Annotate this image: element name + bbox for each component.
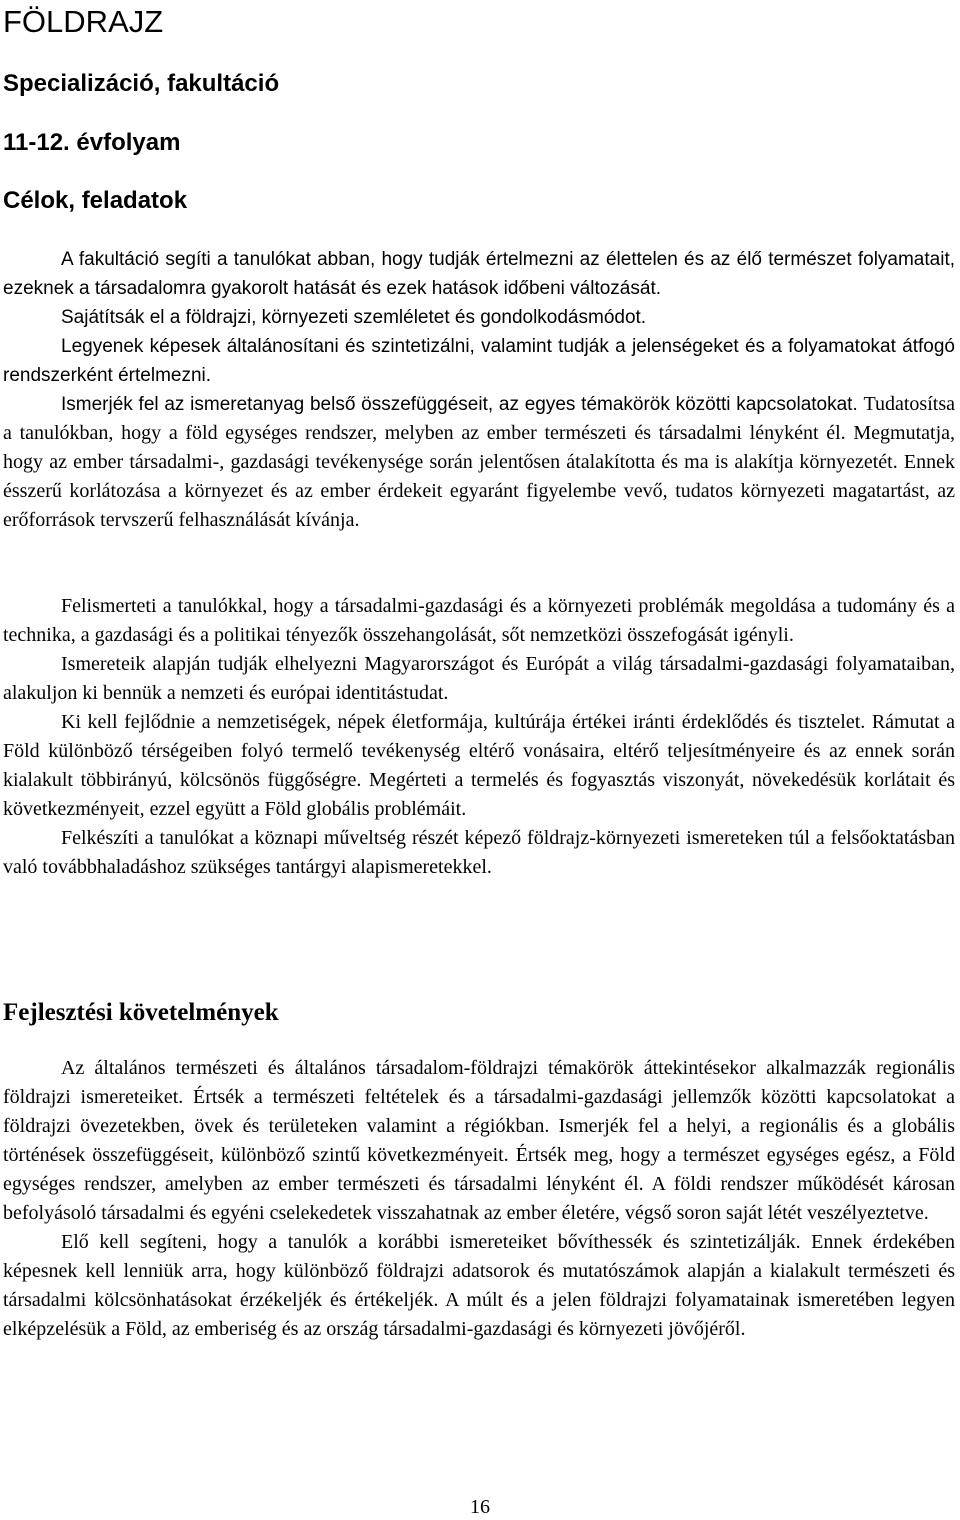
section-heading-requirements: Fejlesztési követelmények <box>3 999 279 1026</box>
paragraph: A fakultáció segíti a tanulókat abban, hogy tudják értelmezni az élettelen és az élő természet folyamatait, ezeknek a társadalomra gyakorolt hatását és ezek hatások időbeni változását. <box>3 249 955 299</box>
paragraph: Elő kell segíteni, hogy a tanulók a korábbi ismereteiket bővíthessék és szintetizálják. Ennek érdekében képesnek kell lenniük arra, hogy különböző földrajzi adatsorok és mutatószámok alapján a kialakult természeti és társadalmi kölcsönhatásokat érzékeljék és értékeljék. A múlt és a jelen földrajzi folyamatainak ismeretében legyen elképzelésük a Föld, az emberiség és az ország társadalmi-gazdasági és környezeti jövőjéről. <box>3 1231 955 1340</box>
paragraph-sans-part: Ismerjék fel az ismeretanyag belső összefüggéseit, az egyes témakörök közötti kapcsolatokat. <box>61 394 858 415</box>
paragraph: Felismerteti a tanulókkal, hogy a társadalmi-gazdasági és a környezeti problémák megoldása a tudomány és a technika, a gazdasági és a politikai tényezők összehangolását, sőt nemzetközi összefogását igényli. <box>3 595 955 646</box>
goals-serif-block <box>3 592 955 882</box>
paragraph: Felkészíti a tanulókat a köznapi műveltség részét képező földrajz-környezeti ismereteken túl a felsőoktatásban való továbbhaladáshoz szükséges tantárgyi alapismeretekkel. <box>3 827 955 878</box>
section-heading-goals: Célok, feladatok <box>3 187 188 214</box>
paragraph: Ki kell fejlődnie a nemzetiségek, népek életformája, kultúrája értékei iránti érdeklődés és tisztelet. Rámutat a Föld különböző térségeiben folyó termelő tevékenység eltérő vonásaira, eltérő teljesítményeire és az ennek során kialakult többirányú, kölcsönös függőségre. Megérteti a termelés és fogyasztás viszonyát, növekedésük korlátait és következményeit, ezzel együtt a Föld globális problémáit. <box>3 711 955 820</box>
paragraph: Sajátítsák el a földrajzi, környezeti szemléletet és gondolkodásmódot. <box>61 307 647 328</box>
paragraph <box>3 390 955 535</box>
paragraph-serif-part: Tudatosítsa a tanulókban, hogy a föld egységes rendszer, melyben az ember természeti és társadalmi lényként él. Megmutatja, hogy az ember társadalmi-, gazdasági tevékenysége során jelentősen átalakította és ma is alakítja környezetét. Ennek ésszerű korlátozása a környezet és az ember érdekeit egyaránt figyelembe vevő, tudatos környezeti magatartást, az erőforrások tervszerű felhasználását kívánja. <box>3 393 955 531</box>
document-subtitle: Specializáció, fakultáció <box>3 70 280 97</box>
requirements-block <box>3 1054 955 1344</box>
grade-heading: 11-12. évfolyam <box>3 129 181 156</box>
page-number: 16 <box>470 1496 490 1518</box>
goals-sans-block <box>3 245 955 535</box>
paragraph: Legyenek képesek általánosítani és szintetizálni, valamint tudják a jelenségeket és a folyamatokat átfogó rendszerként értelmezni. <box>3 336 955 386</box>
paragraph: Ismereteik alapján tudják elhelyezni Magyarországot és Európát a világ társadalmi-gazdasági folyamataiban, alakuljon ki bennük a nemzeti és európai identitástudat. <box>3 653 955 704</box>
paragraph: Az általános természeti és általános társadalom-földrajzi témakörök áttekintésekor alkalmazzák regionális földrajzi ismereteiket. Értsék a természeti feltételek és a társadalmi-gazdasági jellemzők közötti kapcsolatokat a földrajzi övezetekben, övek és területeken valamint a régiókban. Ismerjék fel a helyi, a regionális és a globális történések összefüggéseit, különböző szintű következményeit. Értsék meg, hogy a természet egységes egész, a Föld egységes rendszer, amelyben az ember természeti és társadalmi lényként él. A földi rendszer működését károsan befolyásoló társadalmi és egyéni cselekedetek visszahatnak az ember életére, végső soron saját létét veszélyeztetve. <box>3 1057 955 1224</box>
document-title: FÖLDRAJZ <box>3 4 164 39</box>
